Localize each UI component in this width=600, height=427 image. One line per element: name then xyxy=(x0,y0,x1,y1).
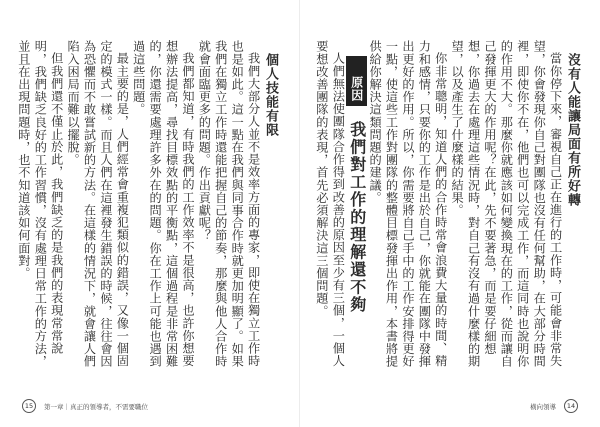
right-running-title: 橫向領導 xyxy=(530,402,556,411)
section-title: 我們對工作的理解還不夠 xyxy=(347,121,367,314)
left-paragraph-3: 最主要的是，人們經常會重複犯類似的錯誤，又像一個固定的模式一樣。而且人們在這裡發生錯誤的時候，往往會因為恐懼而不敢嘗試新的方法。在這樣的情況下，就會讓人們陷入困局而難以擺脫。 xyxy=(66,40,130,368)
left-subhead-1: 個人技能有限 xyxy=(263,53,278,137)
right-paragraph-2: 你非常聰明，知道人們的合作時常會浪費大量的時間、精力和感情，只要你的工作是出於自己，你就能在團隊中發揮出更好的作用。所以，你需要將自己手中的工作安排得更好一點，使這些工作對團隊的整體目標發揮出作用，本書將提供給你解決這類問題的建議。 xyxy=(368,40,448,368)
left-page-number: 15 xyxy=(22,399,36,413)
right-subhead-1: 沒有人能讓局面有所好轉 xyxy=(565,53,580,207)
right-page-text xyxy=(314,40,580,370)
left-paragraph-2: 我們都知道，有時我們的工作效率不是很高，也許你想要想辦法提高，尋找目標效點的平衡點，這個過程是非常困難的，你還需要處理許多外在的問題。你在工作上可能也遇到過這些問題。 xyxy=(131,40,195,368)
left-running-title: 第一章｜真正的領導者，不需要職位 xyxy=(44,402,148,411)
section-badge: 原因 xyxy=(346,56,366,106)
left-paragraph-1: 我們大部分人並不是效率方面的專家，即使在獨立工作時也是如此。這一點在我們與同事合作時就更加明顯了。如果我們在獨立工作時還能把握自己的節奏，那麼與他人合作時就會面臨更多的問題。作出貢獻呢？ xyxy=(197,40,261,368)
left-page-text xyxy=(16,40,278,370)
right-footer xyxy=(530,399,578,413)
right-paragraph-3: 人們無法使團隊合作得到改善的原因至少有三個，一個人要想改善團隊的表現，首先必須解決這三個問題。 xyxy=(314,40,346,368)
right-page-number: 14 xyxy=(564,399,578,413)
right-page xyxy=(300,0,600,427)
section-heading xyxy=(346,40,366,370)
left-paragraph-4: 但我們還不僅止於此，我們缺乏的是我們的表現常常說明，我們缺乏良好的工作習慣，沒有處理日常工作的方法，並且在出現問題時，也不知道該如何面對。 xyxy=(16,40,64,368)
right-paragraph-1: 當你停下來，審視自己正在進行的工作時，可能會非常失望，你會發現你自己對團隊也沒有任何幫助，在大部分時間裡，即使你不在，他們也可以完成工作，而這同時也說明你的作用不大。那麼你就應該如何變換現在的工作，從而讓自己發揮更大的作用呢？在此，先不要著急，而是要仔細想想，你過去在處理這些情況時，對自己有沒有過什麼樣的期望，以及產生了什麼樣的結果。 xyxy=(450,40,563,368)
left-footer xyxy=(22,399,148,413)
